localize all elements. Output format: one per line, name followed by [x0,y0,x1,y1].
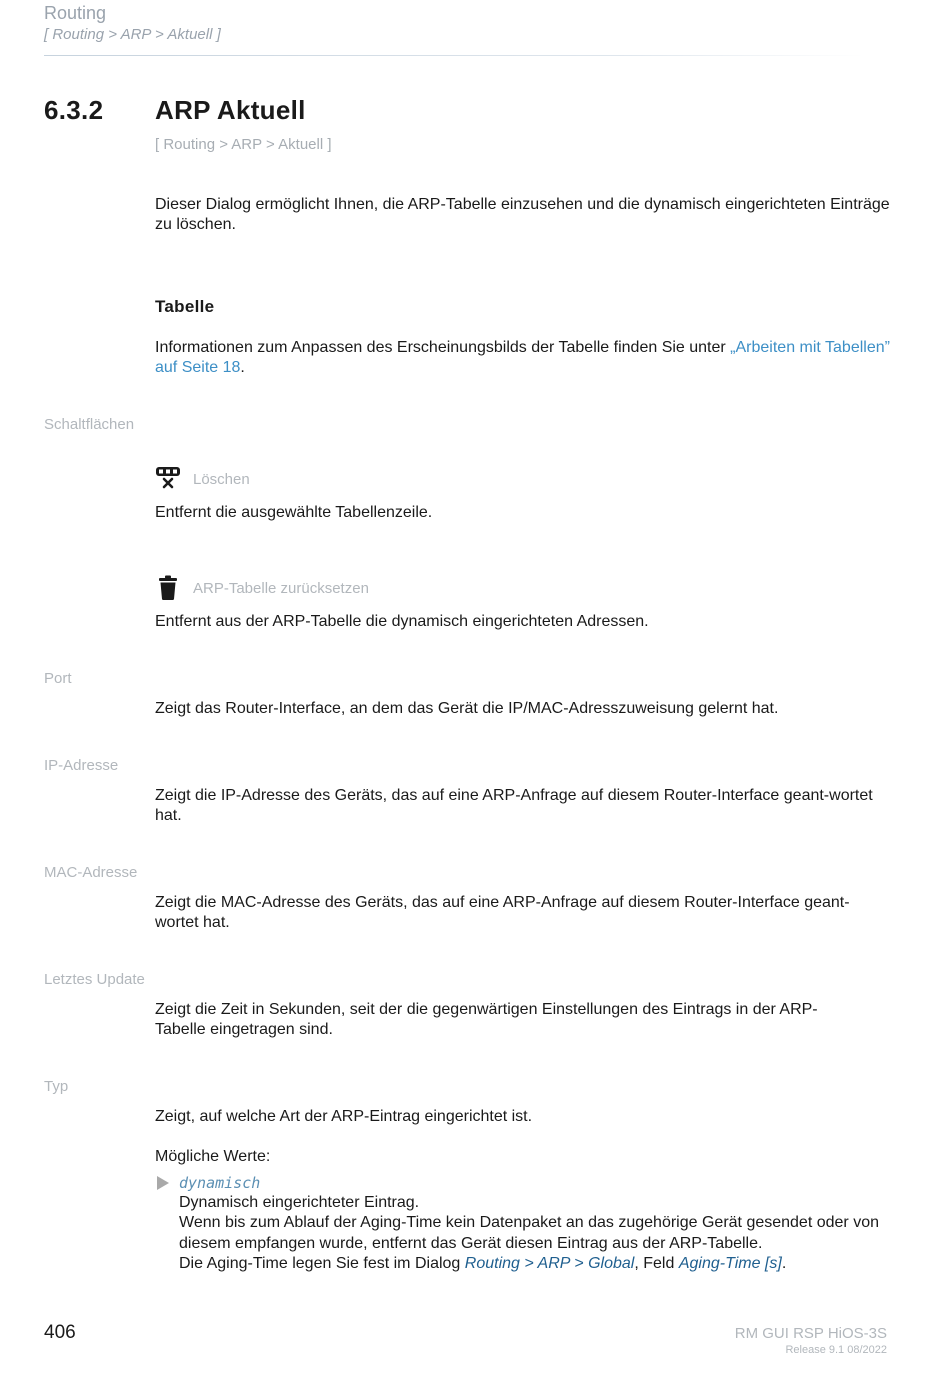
type-description: Zeigt, auf welche Art der ARP-Eintrag eingerichtet ist. [155,1108,533,1125]
reset-button-label: ARP-Tabelle zurücksetzen [193,579,369,597]
table-info-suffix: . [240,359,245,376]
delete-button-label: Löschen [193,470,250,488]
footer-doc-title: RM GUI RSP HiOS-3S [734,1325,887,1342]
value-description [179,1193,899,1274]
section-number: 6.3.2 [44,95,104,125]
footer-release: Release 9.1 08/2022 [785,1344,887,1356]
delete-button-description: Entfernt die ausgewählte Tabellenzeile. [155,504,433,521]
possible-values-label: Mögliche Werte: [155,1148,271,1165]
value-description-line [179,1254,899,1274]
table-info-text: Informationen zum Anpassen des Erscheinungsbilds der Tabelle finden Sie unter [155,339,731,356]
side-label-mac-address: MAC-Adresse [44,864,138,881]
aging-time-field-link[interactable]: Aging-Time [s] [678,1254,782,1272]
side-label-ip-address: IP-Adresse [44,757,119,774]
section-breadcrumb: [ Routing > ARP > Aktuell ] [155,136,332,153]
table-heading: Tabelle [155,297,215,316]
side-label-last-update: Letztes Update [44,971,145,988]
aging-time-text: Die Aging-Time legen Sie fest im Dialog [179,1254,465,1272]
value-description-line: Dynamisch eingerichteter Eintrag. [179,1194,420,1211]
side-label-buttons: Schaltflächen [44,416,135,433]
section-title: ARP Aktuell [155,95,306,125]
ip-address-description: Zeigt die IP-Adresse des Geräts, das auf eine ARP-Anfrage auf diesem Router-Interface geant-wortet hat. [155,787,873,824]
port-description: Zeigt das Router-Interface, an dem das Gerät die IP/MAC-Adresszuweisung gelernt hat. [155,700,779,717]
trash-icon [155,575,181,601]
running-header-title: Routing [44,3,107,23]
table-info [155,338,890,378]
delete-button-row [155,466,250,492]
bullet-triangle-icon [157,1176,169,1190]
side-label-port: Port [44,670,72,687]
reset-button-row [155,575,369,601]
delete-row-icon [155,466,181,492]
aging-time-mid: , Feld [634,1254,679,1272]
reset-button-description: Entfernt aus der ARP-Tabelle die dynamisch eingerichteten Adressen. [155,613,649,630]
section-intro: Dieser Dialog ermöglicht Ihnen, die ARP-Tabelle einzusehen und die dynamisch eingerichteten Einträge zu löschen. [155,196,890,233]
value-name: dynamisch [179,1174,261,1192]
aging-time-suffix: . [781,1254,787,1272]
header-divider [44,55,864,56]
running-header-breadcrumb: [ Routing > ARP > Aktuell ] [44,26,221,43]
page-number: 406 [44,1322,76,1343]
last-update-description: Zeigt die Zeit in Sekunden, seit der die gegenwärtigen Einstellungen des Eintrags in der ARP-Tabelle eingetragen sind. [155,1001,818,1038]
table-info-link[interactable]: „Arbeiten mit Tabellen” auf Seite 18 [155,339,890,376]
mac-address-description: Zeigt die MAC-Adresse des Geräts, das auf eine ARP-Anfrage auf diesem Router-Interface geant-wortet hat. [155,894,850,931]
dialog-path-link[interactable]: Routing > ARP > Global [464,1254,635,1272]
side-label-type: Typ [44,1078,69,1095]
value-description-line: Wenn bis zum Ablauf der Aging-Time kein Datenpaket an das zugehörige Gerät gesendet oder von diesem empfangen wurde, entfernt das Gerät diesen Eintrag aus der ARP-Tabelle. [179,1214,879,1252]
